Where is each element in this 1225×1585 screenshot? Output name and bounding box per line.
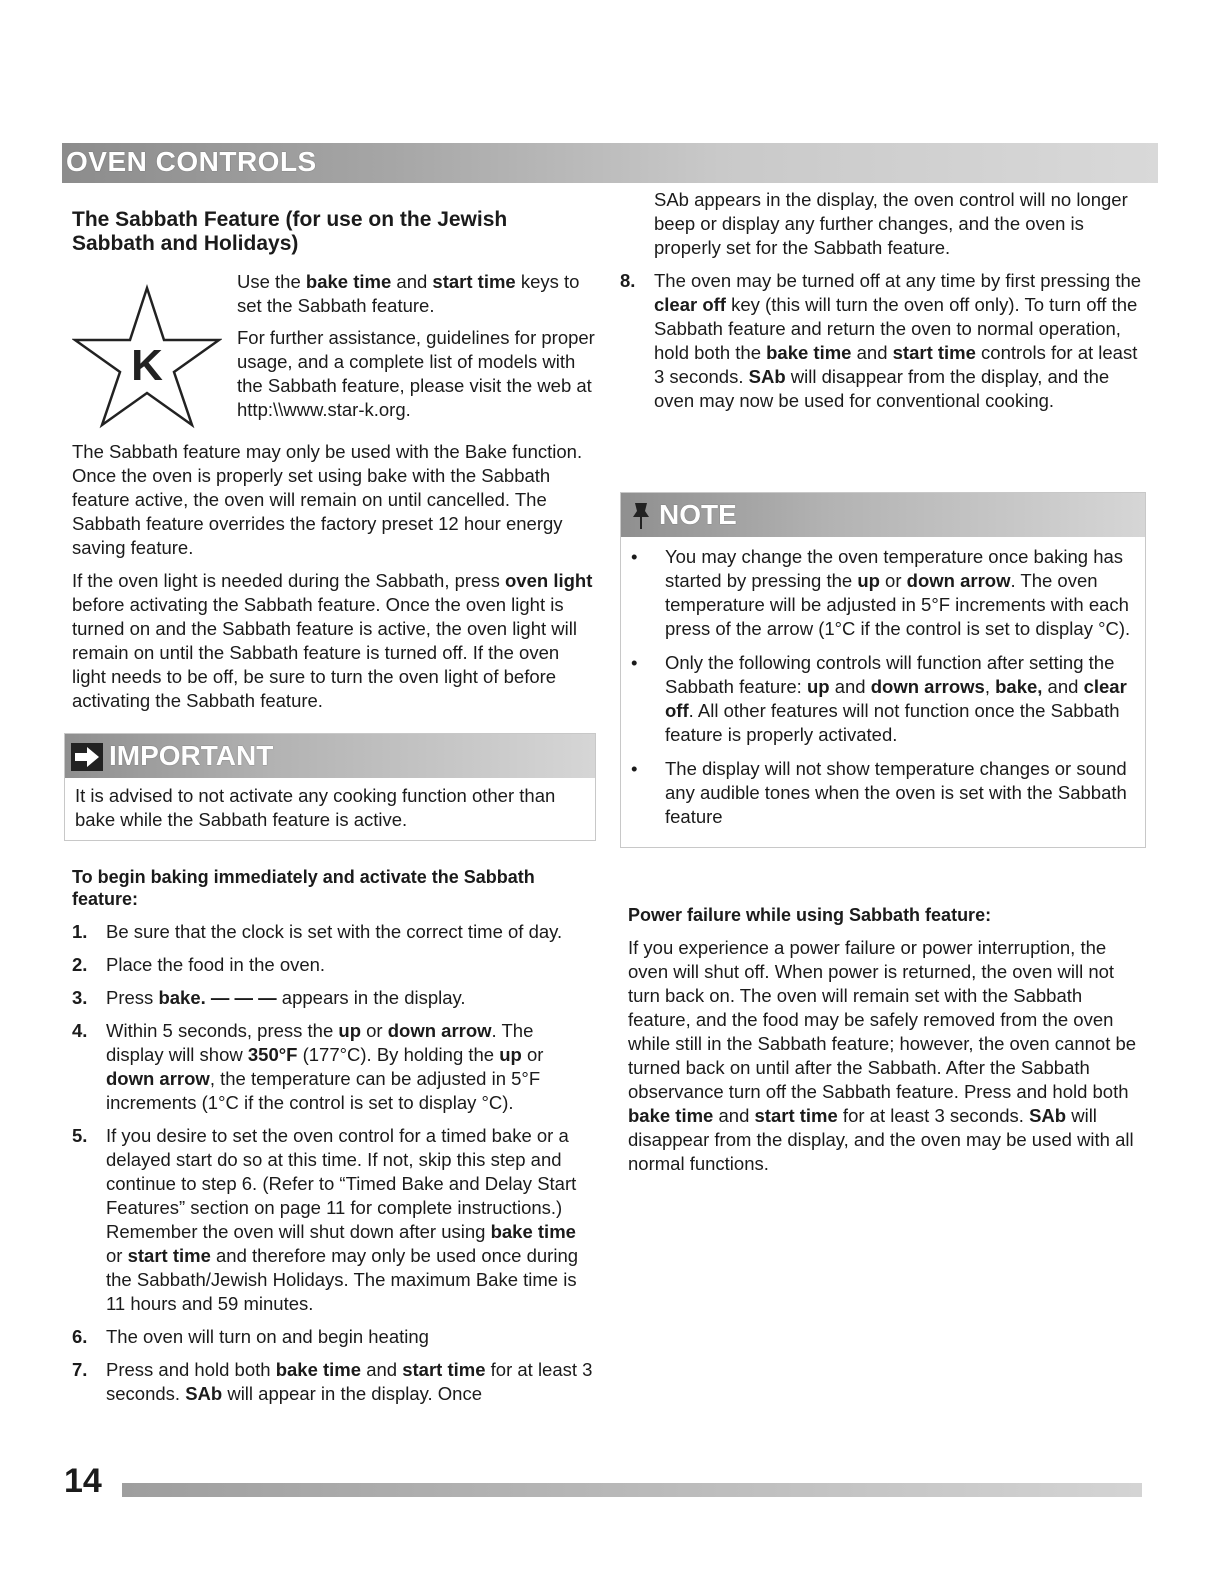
note-callout <box>620 492 1146 848</box>
step-item: 6. The oven will turn on and begin heating <box>72 1326 429 1347</box>
step-item: 7. Press and hold both bake time and start time for at least 3 seconds. SAb will appear in the display. Once <box>72 1359 593 1404</box>
footer-bar <box>122 1483 1142 1497</box>
sabbath-bake-paragraph: The Sabbath feature may only be used with the Bake function. Once the oven is properly set using bake with the Sabbath feature active, the oven will remain on until cancelled. The Sabbath feature overrides the factory preset 12 hour energy saving feature. <box>72 441 583 558</box>
star-para-2: For further assistance, guidelines for proper usage, and a complete list of models with the Sabbath feature, please visit the web at http:\\www.star-k.org. <box>237 327 595 420</box>
important-text: It is advised to not activate any cooking function other than bake while the Sabbath feature is active. <box>75 785 556 830</box>
left-column <box>72 208 594 722</box>
power-failure-section <box>628 904 1148 1185</box>
oven-light-paragraph: If the oven light is needed during the Sabbath, press oven light before activating the Sabbath feature. Once the oven light is turned on and the Sabbath feature is active, the oven light will remain on until the Sabbath feature is turned off. If the oven light needs to be off, be sure to turn the oven light of before activating the Sabbath feature. <box>72 570 593 711</box>
important-title: IMPORTANT <box>109 740 274 771</box>
right-column <box>620 188 1148 422</box>
star-k-block <box>72 270 594 440</box>
power-failure-text: If you experience a power failure or power interruption, the oven will shut off. When power is returned, the oven will not turn back on. The oven will remain set with the Sabbath feature, and the food may be safely removed from the oven while still in the Sabbath feature; however, the oven cannot be turned back on until after the Sabbath. After the Sabbath observance turn off the Sabbath feature. Press and hold both bake time and start time for at least 3 seconds. SAb will disappear from the display, and the oven may be used with all normal functions. <box>628 937 1137 1174</box>
note-item: • You may change the oven temperature once baking has started by pressing the up or down arrow. The oven temperature will be adjusted in 5°F increments with each press of the arrow (1°C if the control is set to display °C). <box>631 545 1135 641</box>
pushpin-icon <box>629 501 653 531</box>
important-header <box>65 734 595 778</box>
steps-section <box>72 866 594 1415</box>
step-item: 8. The oven may be turned off at any time by first pressing the clear off key (this will turn the oven off only). To turn off the Sabbath feature and return the oven to normal operation, hold both the bake time and start time controls for at least 3 seconds. SAb will disappear from the display, and the oven may now be used for conventional cooking. <box>620 270 1142 411</box>
steps-list <box>72 920 594 1406</box>
arrow-right-icon <box>71 743 103 771</box>
step-item: 1. Be sure that the clock is set with the correct time of day. <box>72 921 563 942</box>
step-item: 3. Press bake. — — — appears in the display. <box>72 987 466 1008</box>
step-item: 2. Place the food in the oven. <box>72 954 326 975</box>
note-header <box>621 493 1145 537</box>
steps-heading: To begin baking immediately and activate the Sabbath feature: <box>72 867 535 909</box>
star-para-1: Use the bake time and start time keys to set the Sabbath feature. <box>237 271 580 316</box>
note-body <box>621 537 1145 847</box>
page-number: 14 <box>64 1462 102 1500</box>
note-item: • The display will not show temperature changes or sound any audible tones when the oven is set with the Sabbath feature <box>631 757 1135 829</box>
step-item: 5. If you desire to set the oven control for a timed bake or a delayed start do so at this time. If not, skip this step and continue to step 6. (Refer to “Timed Bake and Delay Start Features” section on page 11 for complete instructions.) Remember the oven will shut down after using bake time or start time and therefore may only be used once during the Sabbath/Jewish Holidays. The maximum Bake time is 11 hours and 59 minutes. <box>72 1125 579 1314</box>
power-failure-heading: Power failure while using Sabbath feature: <box>628 905 992 925</box>
star-k-logo-icon <box>72 280 222 430</box>
section-title: OVEN CONTROLS <box>66 146 317 177</box>
note-list <box>631 545 1135 829</box>
important-callout <box>64 733 596 841</box>
step-item: 4. Within 5 seconds, press the up or down arrow. The display will show 350°F (177°C). By holding the up or down arrow, the temperature can be adjusted in 5°F increments (1°C if the control is set to display °C). <box>72 1020 544 1113</box>
star-k-text <box>237 270 597 430</box>
note-item: • Only the following controls will function after setting the Sabbath feature: up and down arrows, bake, and clear off. All other features will not function once the Sabbath feature is properly activated. <box>631 651 1135 747</box>
sabbath-heading: The Sabbath Feature (for use on the Jewish Sabbath and Holidays) <box>72 208 508 255</box>
steps-list-continued <box>620 269 1148 413</box>
star-k-letter: K <box>131 341 163 390</box>
continuation-text: SAb appears in the display, the oven control will no longer beep or display any further changes, and the oven is properly set for the Sabbath feature. <box>654 189 1128 258</box>
note-title: NOTE <box>659 499 737 530</box>
section-banner <box>62 143 1158 183</box>
